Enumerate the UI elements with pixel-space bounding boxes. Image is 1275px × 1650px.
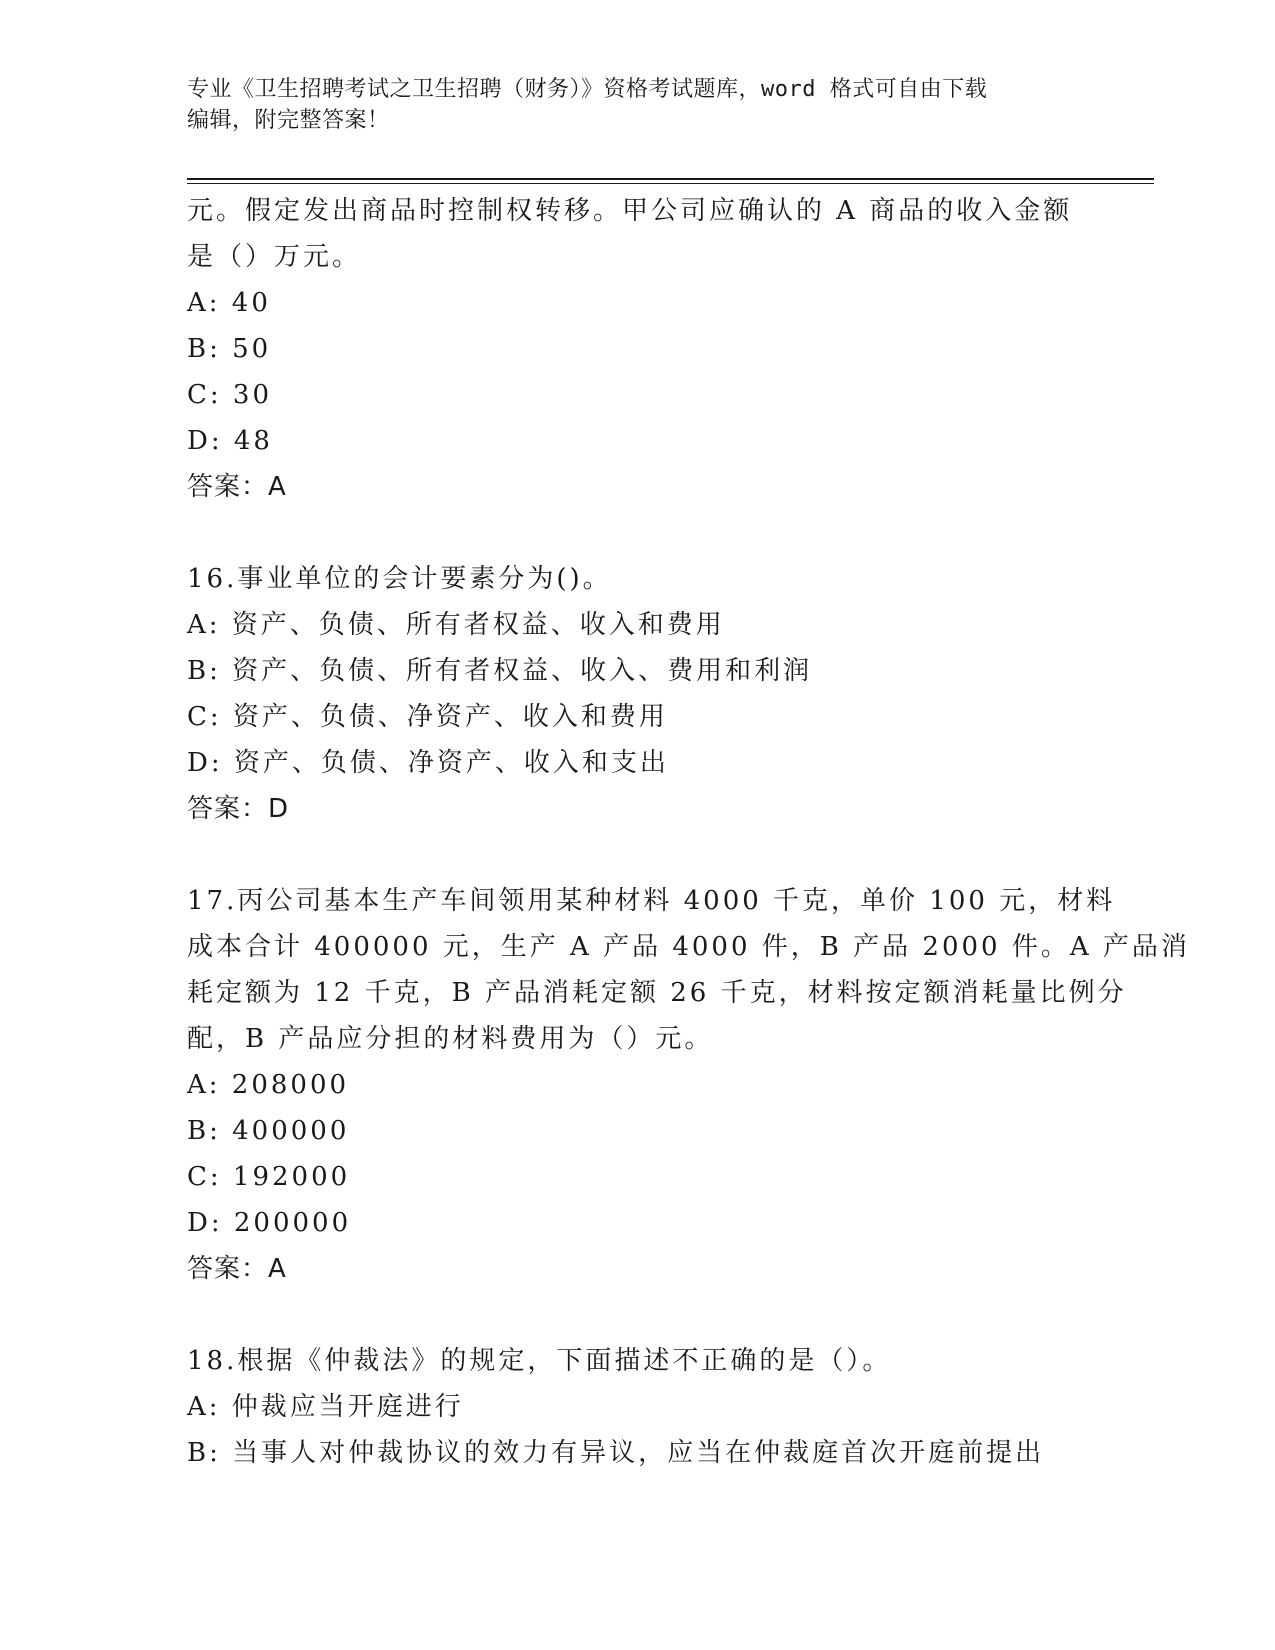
option-d: D: 48 <box>187 426 273 456</box>
question-16 <box>187 556 1087 832</box>
question-18 <box>187 1338 1087 1476</box>
answer-label: 答案：D <box>187 794 290 824</box>
question-stem-line: 成本合计 400000 元，生产 A 产品 4000 件，B 产品 2000 件。A 产品消 <box>187 932 1190 962</box>
option-b: B: 当事人对仲裁协议的效力有异议，应当在仲裁庭首次开庭前提出 <box>187 1438 1045 1468</box>
answer-label: 答案：A <box>187 472 287 502</box>
question-content <box>187 188 1190 1476</box>
question-stem-line: 元。假定发出商品时控制权转移。甲公司应确认的 A 商品的收入金额 <box>187 196 1073 226</box>
option-d: D: 资产、负债、净资产、收入和支出 <box>187 748 669 778</box>
header-divider <box>187 178 1154 184</box>
option-b: B: 50 <box>187 334 272 364</box>
option-d: D: 200000 <box>187 1208 352 1238</box>
option-a: A: 资产、负债、所有者权益、收入和费用 <box>187 610 725 640</box>
option-b: B: 资产、负债、所有者权益、收入、费用和利润 <box>187 656 813 686</box>
option-c: C: 资产、负债、净资产、收入和费用 <box>187 702 668 732</box>
document-header <box>187 74 1087 136</box>
question-17 <box>187 878 1190 1292</box>
question-stem-line: 17.丙公司基本生产车间领用某种材料 4000 千克，单价 100 元，材料 <box>187 886 1116 916</box>
option-a: A: 仲裁应当开庭进行 <box>187 1392 464 1422</box>
option-b: B: 400000 <box>187 1116 350 1146</box>
question-stem-line: 18.根据《仲裁法》的规定，下面描述不正确的是（）。 <box>187 1346 892 1376</box>
option-a: A: 40 <box>187 288 271 318</box>
question-stem-line: 16.事业单位的会计要素分为()。 <box>187 564 612 594</box>
question-15 <box>187 188 1087 510</box>
option-a: A: 208000 <box>187 1070 350 1100</box>
question-stem-line: 配，B 产品应分担的材料费用为（）元。 <box>187 1024 714 1054</box>
answer-label: 答案：A <box>187 1254 287 1284</box>
header-line-2: 编辑，附完整答案！ <box>187 108 390 133</box>
option-c: C: 192000 <box>187 1162 351 1192</box>
option-c: C: 30 <box>187 380 273 410</box>
header-line-1: 专业《卫生招聘考试之卫生招聘（财务）》资格考试题库，word 格式可自由下载 <box>187 77 988 102</box>
question-stem-line: 耗定额为 12 千克，B 产品消耗定额 26 千克，材料按定额消耗量比例分 <box>187 978 1127 1008</box>
question-stem-line: 是（）万元。 <box>187 242 362 272</box>
